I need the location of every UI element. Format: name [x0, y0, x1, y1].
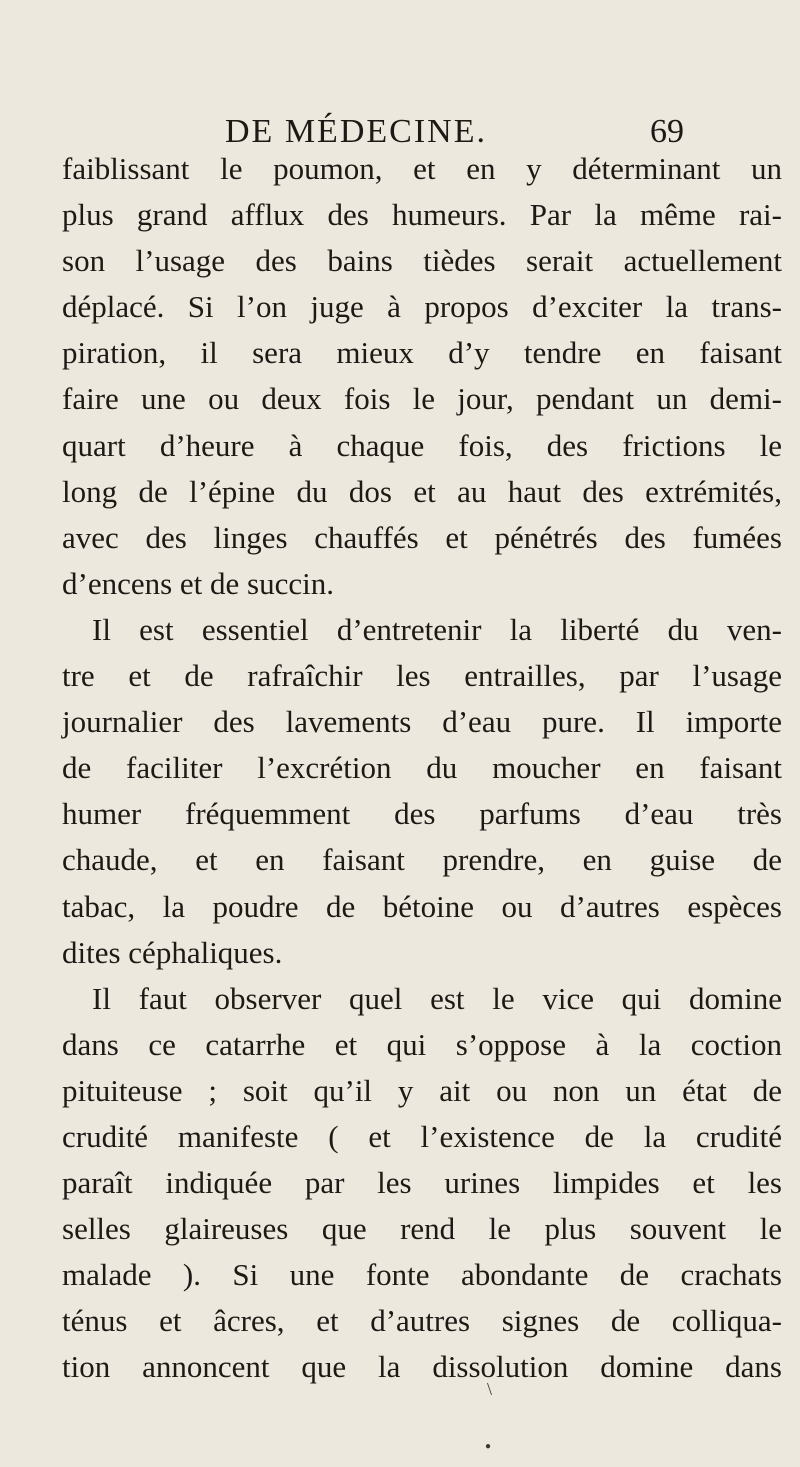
- body-text: [62, 146, 782, 1391]
- text-line: tion annoncent que la dissolution domine dans: [62, 1349, 782, 1385]
- ink-dot: ●: [485, 1441, 492, 1452]
- text-line: plus grand afflux des humeurs. Par la même rai-: [62, 197, 782, 233]
- text-line: avec des linges chauffés et pénétrés des fumées: [62, 519, 782, 555]
- text-line: d’encens et de succin.: [62, 565, 334, 601]
- text-line: selles glaireuses que rend le plus souvent le: [62, 1211, 782, 1247]
- text-line: humer fréquemment des parfums d’eau très: [62, 796, 782, 832]
- ink-speck: \: [487, 1379, 493, 1399]
- text-line: crudité manifeste ( et l’existence de la crudité: [62, 1118, 782, 1154]
- text-line: faiblissant le poumon, et en y déterminant un: [62, 151, 782, 186]
- text-line: journalier des lavements d’eau pure. Il importe: [62, 704, 782, 740]
- text-line: quart d’heure à chaque fois, des frictions le: [62, 427, 782, 463]
- text-line: tre et de rafraîchir les entrailles, par l’usage: [62, 658, 782, 694]
- text-line: long de l’épine du dos et au haut des extrémités,: [62, 473, 782, 509]
- running-title: DE MÉDECINE.: [225, 113, 487, 150]
- text-line: déplacé. Si l’on juge à propos d’exciter la trans-: [62, 289, 782, 325]
- text-line: dans ce catarrhe et qui s’oppose à la coction: [62, 1026, 782, 1062]
- text-line: malade ). Si une fonte abondante de crachats: [62, 1257, 782, 1293]
- text-line: chaude, et en faisant prendre, en guise de: [62, 842, 782, 878]
- text-line: Il est essentiel d’entretenir la liberté du ven-: [92, 611, 782, 647]
- text-line: dites céphaliques.: [62, 934, 283, 970]
- text-line: faire une ou deux fois le jour, pendant un demi-: [62, 381, 782, 417]
- text-line: tabac, la poudre de bétoine ou d’autres espèces: [62, 888, 782, 924]
- text-line: paraît indiquée par les urines limpides et les: [62, 1165, 782, 1201]
- text-line: pituiteuse ; soit qu’il y ait ou non un état de: [62, 1072, 782, 1108]
- text-line: de faciliter l’excrétion du moucher en faisant: [62, 750, 782, 786]
- text-line: ténus et âcres, et d’autres signes de colliqua-: [62, 1303, 782, 1339]
- page-number: 69: [650, 113, 684, 150]
- text-line: piration, il sera mieux d’y tendre en faisant: [62, 335, 782, 371]
- text-line: Il faut observer quel est le vice qui domine: [92, 980, 782, 1016]
- text-line: son l’usage des bains tièdes serait actuellement: [62, 243, 782, 279]
